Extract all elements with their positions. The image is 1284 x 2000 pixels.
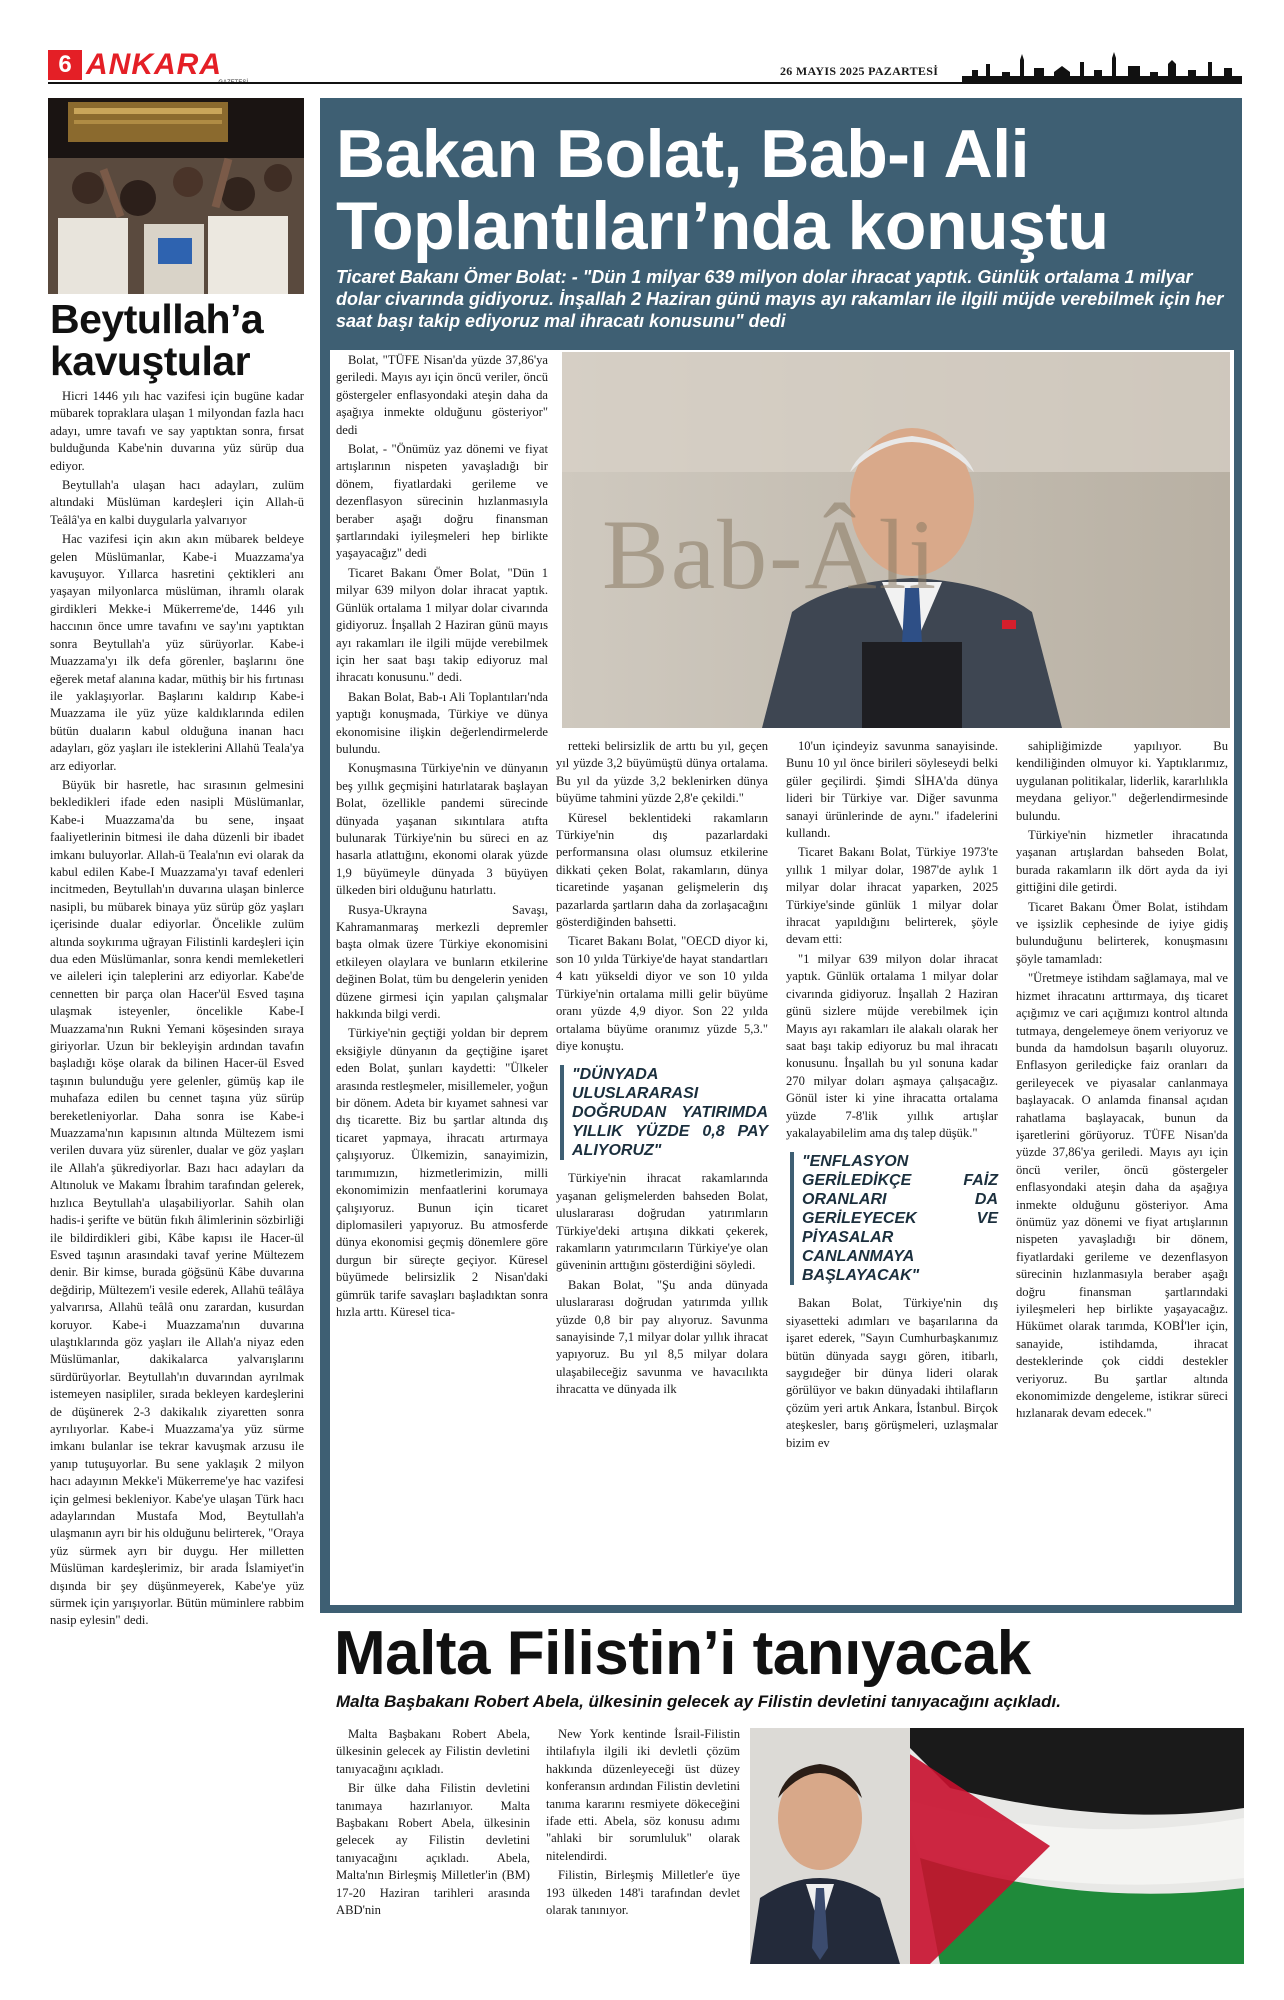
- feature-paragraph: Ticaret Bakanı Bolat, Türkiye 1973'te yıllık 1 milyar dolar, 1987'de aylık 1 milyar dolar ihracat yaparken, 2025 Türkiye'sinde günlük 1 milyar dolar ihracat yapıldığını belirterek, şöyle devam etti:: [786, 845, 998, 947]
- left-paragraph: Hicri 1446 yılı hac vazifesi için bugüne kadar mübarek topraklara ulaşan 1 milyondan fazla hacı adayı, umre tavafı ve say yaptıktan sonra, fırsat bulduğunda Kabe'nin duvarına yüz sürüp dua ediyor.: [50, 389, 304, 473]
- newspaper-logo: [86, 48, 252, 82]
- feature-title: [336, 118, 1236, 262]
- feature-paragraph: sahipliğimizde yapılıyor. Bu kendiliğinden olmuyor ki. Yaptıklarımız, uygulanan politikalar, liderlik, kararlılıkla meydana geliyor." değerlendirmesinde bulundu.: [1016, 739, 1228, 823]
- logo-text: ANKARA: [86, 48, 222, 81]
- feature-paragraph: Türkiye'nin geçtiği yoldan bir deprem eksiğiyle dünyanın da geçtiğine işaret eden Bolat, şunları kaydetti: "Ülkeler arasında restleşmeler, misillemeler, yoğun bir dönem. Adeta bir kıyamet sahnesi var dış ticarette. Biz bu şartlar altında dış ticaret yapmaya, ihracatı artırmaya çalışıyoruz. Ülkemizin, sanayimizin, tarımımızın, hizmetlerimizin, milli ekonomimizin menfaatlerini korumaya çalışıyoruz. Bunun için ticaret diplomasileri yapıyoruz. Bu atmosferde dünya ekonomisi geçmiş dönemlere göre durgun bir süreçte geçiyor. Küresel büyümede belirsizlik 2 Nisan'daki gümrük tarife savaşları başladıktan sonra hızla arttı. Küresel tica-: [336, 1026, 548, 1319]
- ankara-skyline-icon: [962, 50, 1242, 82]
- malta-column-1: [336, 1726, 530, 1921]
- feature-paragraph: Ticaret Bakanı Ömer Bolat, "Dün 1 milyar 639 milyon dolar ihracat yaptık. Günlük ortalama 1 milyar dolar civarında gidiyoruz. İnşallah 2 Haziran günü mayıs ayı rakamları ile ilgili müjde verebilmek için her saat başı takip ediyoruz mal ihracatı konusunu." dedi.: [336, 565, 548, 685]
- feature-paragraph: 10'un içindeyiz savunma sanayisinde. Bunu 10 yıl önce birileri söyleseydi belki güler geçilirdi. Şimdi SİHA'da dünya lideri bir Türkiye var. Diğer savunma sanayi ürünlerinde de aynı." ifadelerini kullandı.: [786, 739, 998, 841]
- feature-paragraph: Türkiye'nin hizmetler ihracatında yaşanan artışlardan bahseden Bolat, burada rakamların ilk dört ayda da iyi gittiğini dile getirdi.: [1016, 828, 1228, 895]
- feature-paragraph: Türkiye'nin ihracat rakamlarında yaşanan gelişmelerden bahseden Bolat, uluslararası doğrudan yatırımların Türkiye'deki artışına dikkati çekerek, rakamların yatırımcıların Türkiye'ye olan güveninin arttığını gösterdiğini söyledi.: [556, 1171, 768, 1273]
- feature-paragraph: Ticaret Bakanı Bolat, "OECD diyor ki, son 10 yılda Türkiye'de hayat standartları 4 katı yükseldi diyor ve son 10 yılda Türkiye'nin ortalama milli gelir büyüme oranı yüzde 4,9 diyor. Son 22 yılda ortalama büyüme oranımız yüzde 5,3." diye konuştu.: [556, 934, 768, 1053]
- feature-column-4: [1016, 738, 1228, 1425]
- malta-column-2: [546, 1726, 740, 1921]
- feature-title-line1: Bakan Bolat, Bab-ı Ali: [336, 116, 1030, 192]
- feature-paragraph: Bolat, - "Önümüz yaz dönemi ve fiyat artışlarının nispeten yavaşladığı bir dönem, fiyatlardaki gerileme ve dezenflasyon sürecinin hızlanmasıyla beraber aşağı doğru finansman şartlarındaki iyileşmeleri hep birlikte yaşayacağız" dedi: [336, 442, 548, 561]
- feature-paragraph: Bakan Bolat, Türkiye'nin dış siyasetteki adımları ve başarılarına da işaret ederek, "Sayın Cumhurbaşkanımız bütün dünyada saygı gören, itibarlı, saygıdeğer bir dünya lideri olarak görülüyor ve bakın dünyadaki ihtilafların çözüm yeri artık Ankara, İstanbul. Birçok ateşkesler, barış görüşmeleri, uzlaşmalar bizim ev: [786, 1296, 998, 1450]
- feature-paragraph: Rusya-Ukrayna Savaşı, Kahramanmaraş merkezli depremler başta olmak üzere Türkiye ekonomisini etkileyen olaylara ve bunların etkilerine değinen Bolat, tüm bu dengelerin yeniden düzene girmesi için yapılan çalışmalar hakkında bilgi verdi.: [336, 902, 548, 1022]
- feature-paragraph: Bakan Bolat, Bab-ı Ali Toplantıları'nda yaptığı konuşmada, Türkiye ve dünya ekonomisine ilişkin değerlendirmelerde bulundu.: [336, 689, 548, 756]
- abela-palestine-flag-photo: [750, 1728, 1244, 1964]
- left-title-line2: kavuştular: [50, 338, 251, 384]
- pull-quote: "ENFLASYON GERİLEDİKÇE FAİZ ORANLARI DA GERİLEYECEK VE PİYASALAR CANLANMAYA BAŞLAYACAK": [790, 1152, 998, 1285]
- photo-backdrop-text: Bab-Âli: [602, 499, 939, 610]
- feature-title-line2: Toplantıları’nda konuştu: [336, 188, 1109, 264]
- kaaba-pilgrims-photo: [48, 98, 304, 294]
- left-paragraph: Hac vazifesi için akın akın mübarek beldeye gelen Müslümanlar, Kabe-i Muazzama'ya kavuşuyor. Yıllarca hasretini çektikleri anı yaşayan milyonlarca müslüman, ihramlı olarak girdikleri Mekke-i Mükerreme'de, 1446 yılı haccının önce umre tavafını ve say'ını yaptıktan sonra Beytullah'a yüz sürüyorlar. Kabe-i Muazzama'yı ilk defa görenler, başlarını öne eğerek metaf alanına kadar, müthiş bir his fırtınası ile yaklaşıyorlar. Başlarını kaldırıp Kabe-i Muazzama ile yüz yüze kaldıklarında edilen bütün duaların kabul olduğuna inanan hacı adayları, göz yaşları ile isteklerini Allahü Teala'ya arz ediyorlar.: [50, 532, 304, 773]
- pull-quote: "DÜNYADA ULUSLARARASI DOĞRUDAN YATIRIMDA YILLIK YÜZDE 0,8 PAY ALIYORUZ": [560, 1065, 768, 1160]
- feature-column-3: [786, 738, 998, 1454]
- feature-paragraph: Bolat, "TÜFE Nisan'da yüzde 37,86'ya geriledi. Mayıs ayı için öncü veriler, öncü göstergeler enflasyondaki ateşin daha da aşağıya inmekte olduğunu gösteriyor" dedi: [336, 353, 548, 437]
- feature-subtitle: Ticaret Bakanı Ömer Bolat: - "Dün 1 milyar 639 milyon dolar ihracat yaptık. Günlük ortalama 1 milyar dolar civarında gidiyoruz. İnşallah 2 Haziran günü mayıs ayı rakamları ile ilgili müjde verebilmek için her saat başı takip ediyoruz mal ihracatı konusunu" dedi: [336, 267, 1224, 331]
- malta-story-title: Malta Filistin’i tanıyacak: [334, 1619, 1031, 1688]
- malta-paragraph: New York kentinde İsrail-Filistin ihtilafıyla ilgili iki devletli çözüm hakkında düzenleyeceği üst düzey konferansın ardından Filistin devletini tanıma kararını resmiyete dökeceğini ifade etti. Abela, söz konusu adımı "ahlaki bir sorumluluk" olarak nitelendirdi.: [546, 1727, 740, 1863]
- left-paragraph: Büyük bir hasretle, hac sırasının gelmesini bekledikleri ifade eden nasipli Müslümanlar, Kabe-i Muazzama'da bu sene, inşaat faaliyetlerinin bitmesi ile daha düzenli bir ibadet imkanı buluyorlar. Allah-ü Teala'nın evi olarak da kabul edilen Kabe-I Muazzama'yı tavaf edenleri incitmeden, Beytullah'ın duvarına ulaşan binlerce nasipli, bu mübarek binaya yüz sürüp göz yaşları içerisinde dualar ediyorlar. Öncelikle zulüm altında soykırıma uğrayan Filistinli kardeşleri için dua eden Müslümanlar, sonra kendi memleketleri ve aileleri için taleplerini arz ediyorlar. Kabe'de cennetten bir parça olan Hacer'ül Esved taşına ulaşmak isteyenler, öncelikle Kabe-I Muazzama'nın Rukni Yemani köşesinden sıraya giriyorlar. Uzun bir bekleyişin ardından tavafın başladığı köşe olarak da bilinen Hacer-ül Esved taşının bulunduğu yere gelenler, gümüş kap ile muhafaza edilen bu cennet taşına yüz sürüp bereketleniyorlar. Daha sonra ise Kabe-i Muazzama'nın kapısının altında Mültezem ismi verilen duvara yüz sürenler, dualar ve göz yaşları ile Allah'a şükrediyorlar. Bazı hacı adayları da Altınoluk ve Makamı İbrahim tarafından gelerek, hızlıca Beytullah'a ulaşabiliyorlar. Sahih olan hadis-i şerifte ve bütün fıkıh âlimlerinin sözbirliği ile bildirdikleri gibi, Kâbe kapısı ile Hacer-ül Esved taşının arasındaki tavaf yerine Mültezem denir. Bir kimse, burada göğsünü Kâbe duvarına değdirip, Mültezem'i vesile ederek, Allahü teâlâya yalvarırsa, Allahü teâlâ onu zarardan, kusurdan koruyor. Kabe-i Muazzama'nın duvarına ulaştıklarında göz yaşları ile Allah'a niyaz eden Müslümanlar, dakikalarca yalvarışlarını sürdürüyorlar. Beytullah'ın duvarından ayrılmak istemeyen nasipliler, sırada bekleyen kardeşlerini de düşünerek 2-3 dakikalık ziyaretten sonra ayrılıyorlar. Kabe-i Muazzama'ya yüz sürme imkanı bulanlar ise tekrar kavuşmak arzusu ile yanıp tutuşuyorlar. Bu sene yaklaşık 2 milyon hacı adayının Mekke'i Mükerreme'ye hac vazifesi için gelmesi bekleniyor. Kabe'ye ulaşan Türk hacı adaylarından Mustafa Mod, Beytullah'a ulaşmanın ayrı bir his olduğunu belirterek, "Oraya yüz sürmek ayrı bir duygu. Her milletten Müslüman kardeşlerimiz, bir arada İslamiyet'in dışında bir şey düşünmeyerek, Kabe'ye yüz sürmek için yarışıyorlar. Bütün müminlere rabbim nasip eylesin" dedi.: [50, 777, 304, 1628]
- feature-paragraph: retteki belirsizlik de arttı bu yıl, geçen yıl yüzde 3,2 büyümüştü dünya ortalama. Bu yıl da yüzde 3,2 beklenirken dünya büyüme tahmini yüzde 2,8'e çekildi.": [556, 739, 768, 806]
- feature-paragraph: "1 milyar 639 milyon dolar ihracat yaptık. Günlük ortalama 1 milyar dolar civarında gidiyoruz. İnşallah 2 Haziran günü sizlere müjde verebilmek için Mayıs ayı rakamları ile alakalı olarak her saat başı takip ediyoruz bu mal ihracatı konusunu. İnşallah bu yıl sonuna kadar 270 milyar doları aşmaya çalışacağız. Gönül ister ki yine ihracatta ortalama yüzde 7-8'lik yıllık artışlar yakalayabilelim ama dış talep düşük.": [786, 951, 998, 1140]
- left-story-body: [50, 388, 304, 1632]
- left-story-title: [50, 298, 306, 382]
- feature-paragraph: Bakan Bolat, "Şu anda dünyada uluslararası doğrudan yatırımda yıllık yüzde 0,8 bir pay alıyoruz. Savunma sanayisinde 7,1 milyar dolar yıllık ihracat yapıyoruz. Bu yıl 8,5 milyar dolara ulaşabileceğiz savunma ve havacılıkta ihracatta ve dünyada ilk: [556, 1277, 768, 1397]
- feature-paragraph: Konuşmasına Türkiye'nin ve dünyanın beş yıllık geçmişini hatırlatarak başlayan Bolat, özellikle pandemi sürecinde dünyada yaşanan sıkıntılara atıfta bulunarak Türkiye'nin bu süreci en az hasarla atlattığını, ekonomi olarak yüzde 1,9 büyümeyle dünyada 3 büyüyen ülkeden biri olduğunu hatırlattı.: [336, 761, 548, 898]
- feature-column-1: [336, 352, 548, 1323]
- header-rule: [48, 82, 1242, 84]
- left-title-line1: Beytullah’a: [50, 296, 264, 342]
- malta-paragraph: Bir ülke daha Filistin devletini tanımaya hazırlanıyor. Malta Başbakanı Robert Abela, ülkesinin gelecek ay Filistin devletini tanıyacağını açıkladı. Abela, Malta'nın Birleşmiş Milletler'in (BM) 17-20 Haziran tarihleri arasında ABD'nin: [336, 1781, 530, 1918]
- feature-paragraph: "Üretmeye istihdam sağlamaya, mal ve hizmet ihracatını arttırmaya, dış ticaret açığımız ve cari açığımızı kontrol altında tutmaya, dengelemeye önem veriyoruz ve bunda da hamdolsun başarılı oluyoruz. Enflasyon gerilediçke faiz oranları da gerileyecek ve piyasalar canlanmaya başlayacak. O anlamda finansal açıdan rahatlama başlayacak, bunun da işaretlerini görüyoruz. TÜFE Nisan'da yüzde 37,86'ya geriledi. Mayıs ayı için öncü veriler, öncü göstergeler enflasyondaki ateşin daha da aşağıya inmekte olduğunu gösteriyor. Ama önümüz yaz dönemi ve fiyat artışlarının nispeten yavaşladığı bir dönem, fiyatlardaki gerileme ve dezenflasyon sürecinin hızlanmasıyla beraber aşağı doğru finansman şartlarındaki iyileşmeleri hep birlikte yaşayacağız. Hükümet olarak tarımda, KOBİ'ler için, sanayide, istihdamda, ihracat desteklerinde çok ciddi destekler veriyoruz. Bu şartlar altında ekonomimizde dengeleme, istikrar süreci hızlanarak devam edecek.": [1016, 971, 1228, 1421]
- feature-column-2: [556, 738, 768, 1401]
- issue-date: 26 MAYIS 2025 PAZARTESİ: [780, 64, 939, 78]
- malta-paragraph: Filistin, Birleşmiş Milletler'e üye 193 ülkeden 148'i tarafından devlet olarak tanınıyor.: [546, 1868, 740, 1918]
- malta-paragraph: Malta Başbakanı Robert Abela, ülkesinin gelecek ay Filistin devletini tanıyacağını açıkladı.: [336, 1727, 530, 1776]
- page-number: 6: [48, 50, 82, 80]
- malta-story-subtitle: Malta Başbakanı Robert Abela, ülkesinin gelecek ay Filistin devletini tanıyacağını açıkladı.: [336, 1692, 1061, 1711]
- minister-bolat-photo: [562, 352, 1230, 728]
- feature-paragraph: Küresel beklentideki rakamların Türkiye'nin dış pazarlardaki performansına olası olumsuz etkilerine dikkati çeken Bolat, rakamların, dünya ticaretinde yaşanan gelişmelerin dış pazarlarda şartların daha da zorlaşacağını gösterdiğinden bahsetti.: [556, 810, 768, 930]
- feature-paragraph: Ticaret Bakanı Ömer Bolat, istihdam ve işsizlik cephesinde de iyiye gidiş bulunduğunu belirterek, konuşmasını şöyle tamamladı:: [1016, 899, 1228, 966]
- left-paragraph: Beytullah'a ulaşan hacı adayları, zulüm altındaki Müslüman kardeşleri için Allah-ü Teâlâ'ya en kalbi duygularla yalvarıyor: [50, 478, 304, 527]
